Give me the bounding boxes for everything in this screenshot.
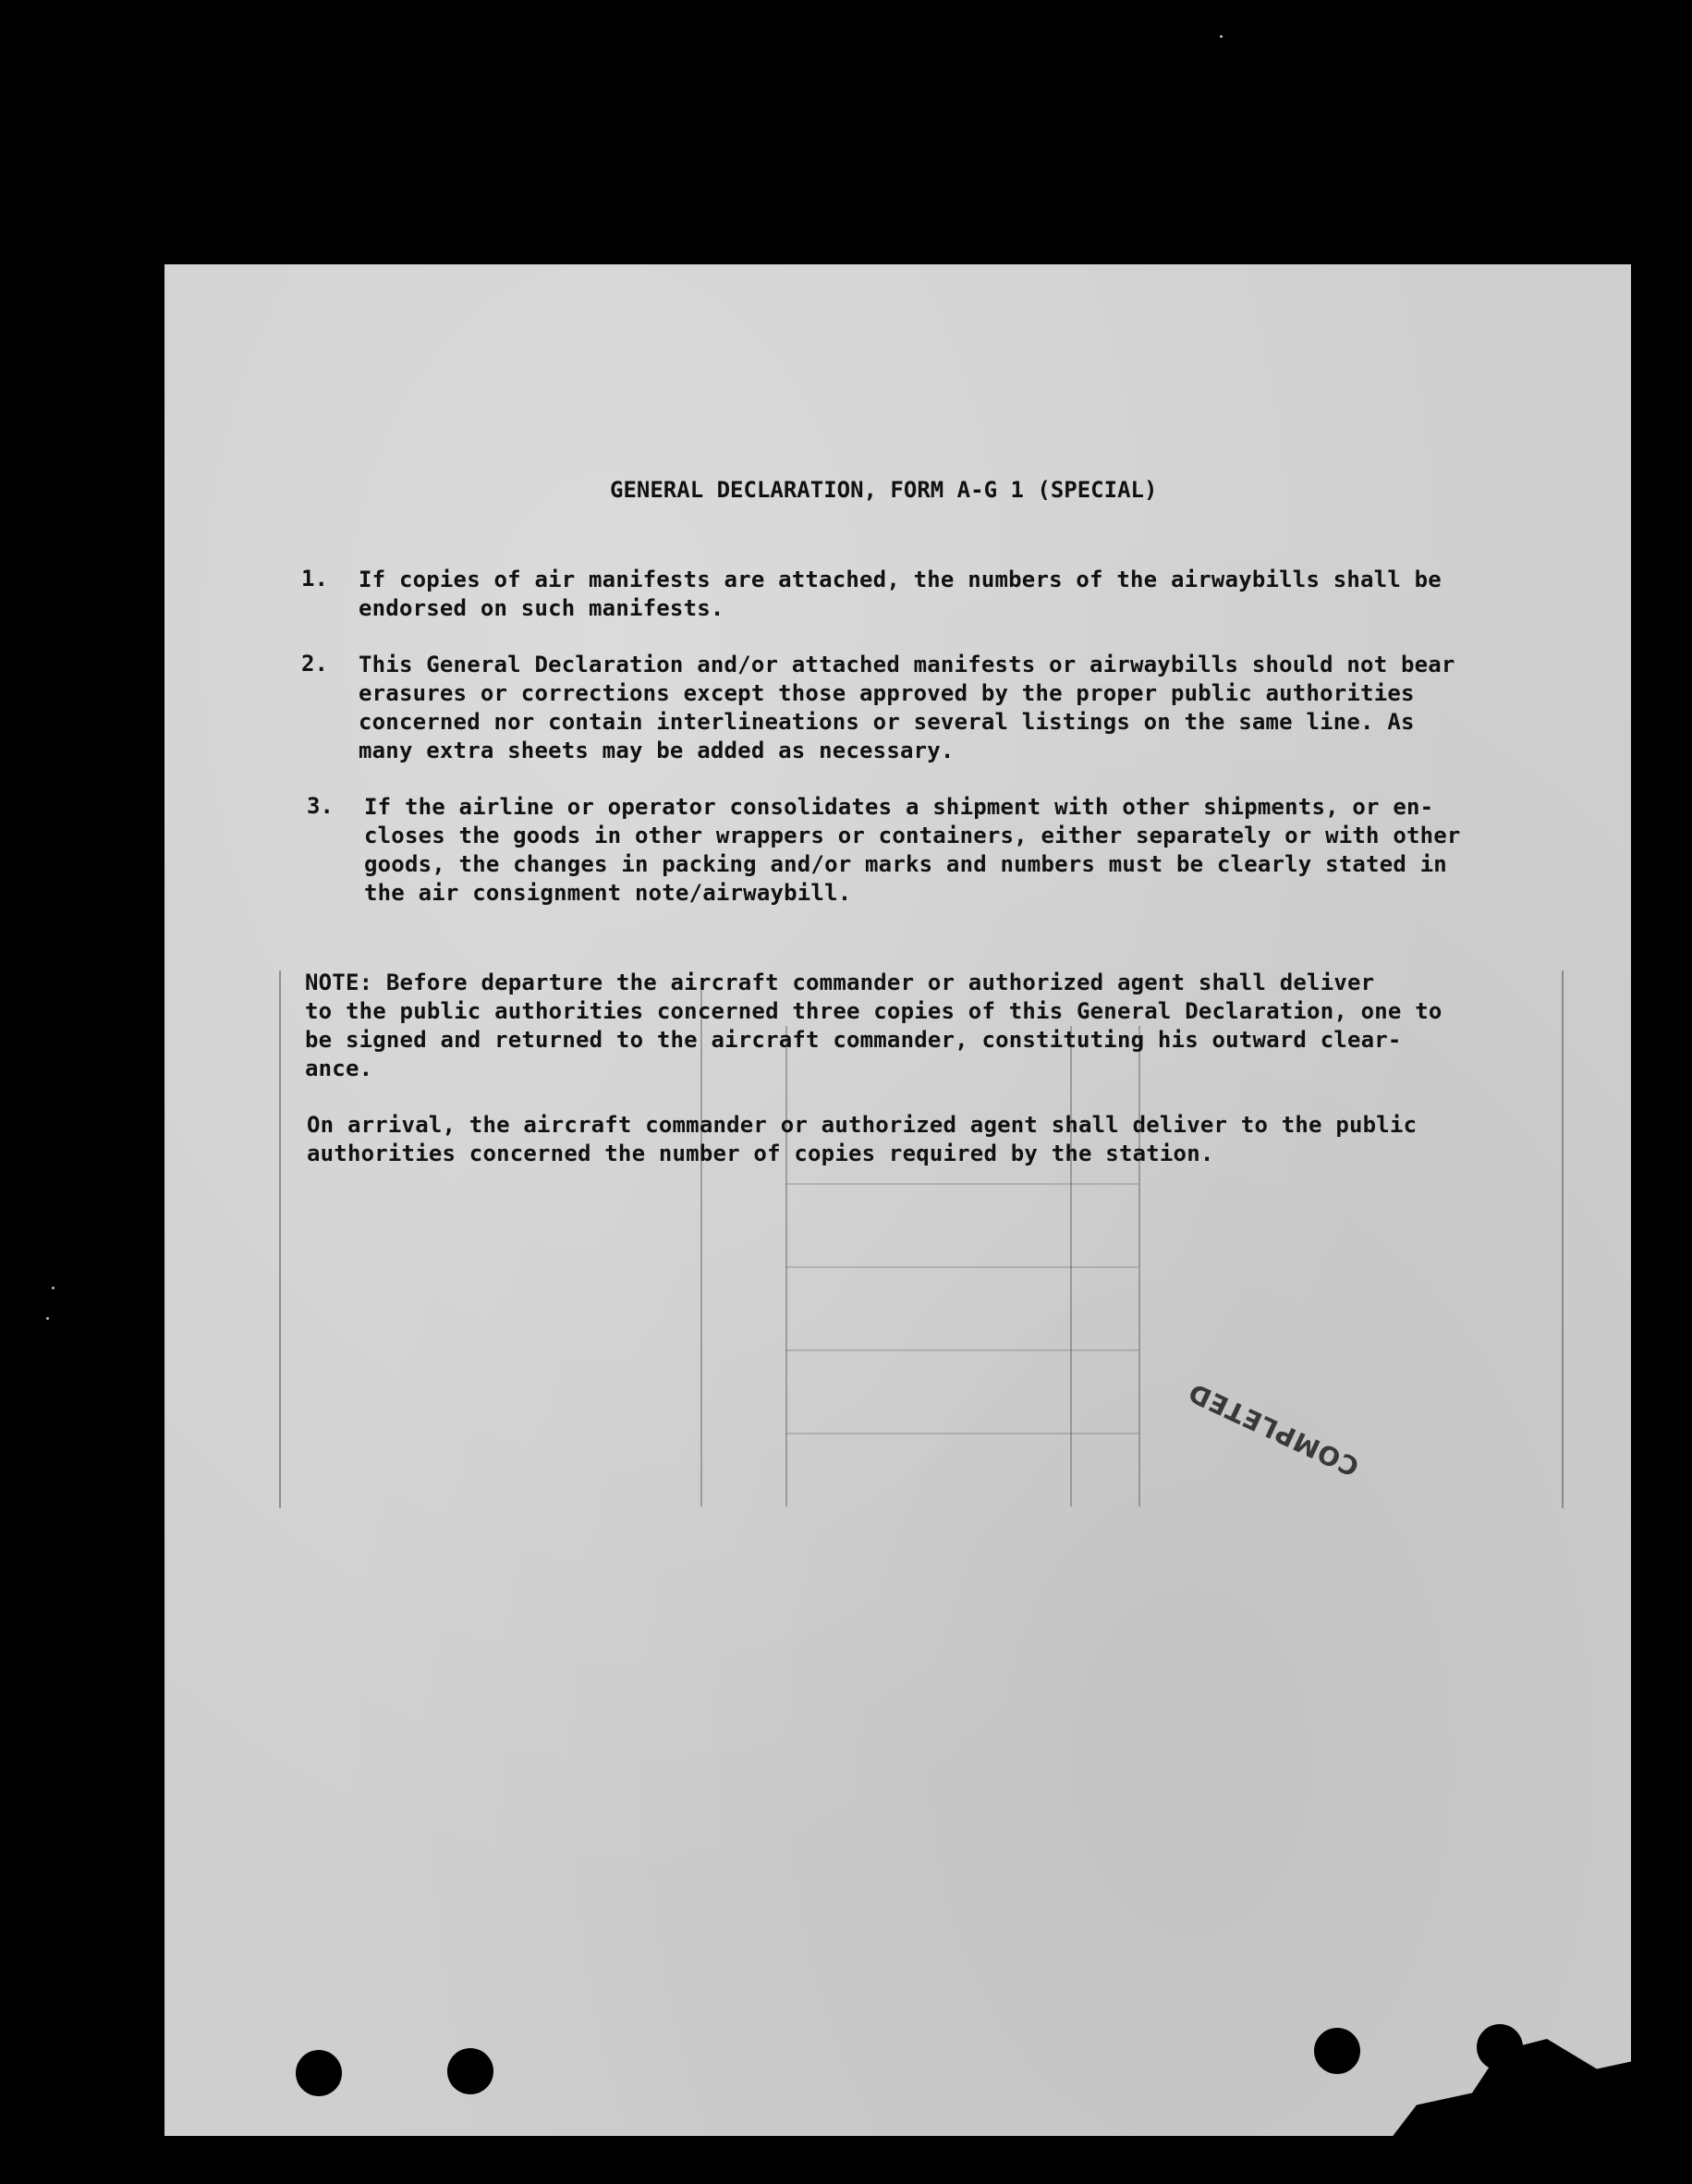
- item-3-line-3: goods, the changes in packing and/or marks and numbers must be clearly stated in: [364, 851, 1447, 877]
- item-1-line-1: If copies of air manifests are attached, the numbers of the airwaybills shall be: [359, 567, 1442, 592]
- torn-corner: [1375, 2039, 1631, 2136]
- note-line-2: to the public authorities concerned three copies of this General Declaration, one to: [305, 998, 1442, 1024]
- note-line-4: ance.: [305, 1055, 373, 1081]
- item-2-line-2: erasures or corrections except those approved by the proper public authorities: [359, 680, 1415, 706]
- arrival-line-1: On arrival, the aircraft commander or authorized agent shall deliver to the public: [307, 1112, 1418, 1138]
- bleed-through-line: [1138, 1026, 1140, 1507]
- note-line-1: NOTE: Before departure the aircraft commander or authorized agent shall deliver: [305, 970, 1375, 995]
- item-number: 2.: [301, 651, 328, 677]
- bleed-through-line: [785, 1183, 1138, 1185]
- bleed-through-line: [700, 989, 702, 1507]
- item-number: 1.: [301, 566, 328, 592]
- speck: [1220, 35, 1223, 38]
- arrival-line-2: authorities concerned the number of copies required by the station.: [307, 1141, 1214, 1166]
- item-2-line-3: concerned nor contain interlineations or several listings on the same line. As: [359, 709, 1415, 735]
- item-2-line-1: This General Declaration and/or attached manifests or airwaybills should not bear: [359, 652, 1455, 677]
- punch-hole: [447, 2048, 493, 2094]
- note-line-3: be signed and returned to the aircraft commander, constituting his outward clear-: [305, 1027, 1402, 1053]
- item-3-line-4: the air consignment note/airwaybill.: [364, 880, 852, 906]
- bleed-through-line: [785, 1349, 1138, 1351]
- item-1-line-2: endorsed on such manifests.: [359, 595, 724, 621]
- completed-stamp: COMPLETED: [1183, 1376, 1364, 1482]
- item-2-line-4: many extra sheets may be added as necessary.: [359, 738, 955, 763]
- item-3-line-2: closes the goods in other wrappers or containers, either separately or with other: [364, 823, 1461, 848]
- punch-hole: [296, 2050, 342, 2096]
- bleed-through-line: [785, 1433, 1138, 1434]
- speck: [46, 1317, 49, 1320]
- punch-hole: [1314, 2028, 1360, 2074]
- speck: [52, 1287, 55, 1289]
- item-3-line-1: If the airline or operator consolidates a shipment with other shipments, or en-: [364, 794, 1434, 820]
- page-title: GENERAL DECLARATION, FORM A-G 1 (SPECIAL): [610, 477, 1158, 503]
- item-number: 3.: [307, 793, 334, 819]
- document-page: [164, 264, 1631, 2136]
- bleed-through-line: [785, 1266, 1138, 1268]
